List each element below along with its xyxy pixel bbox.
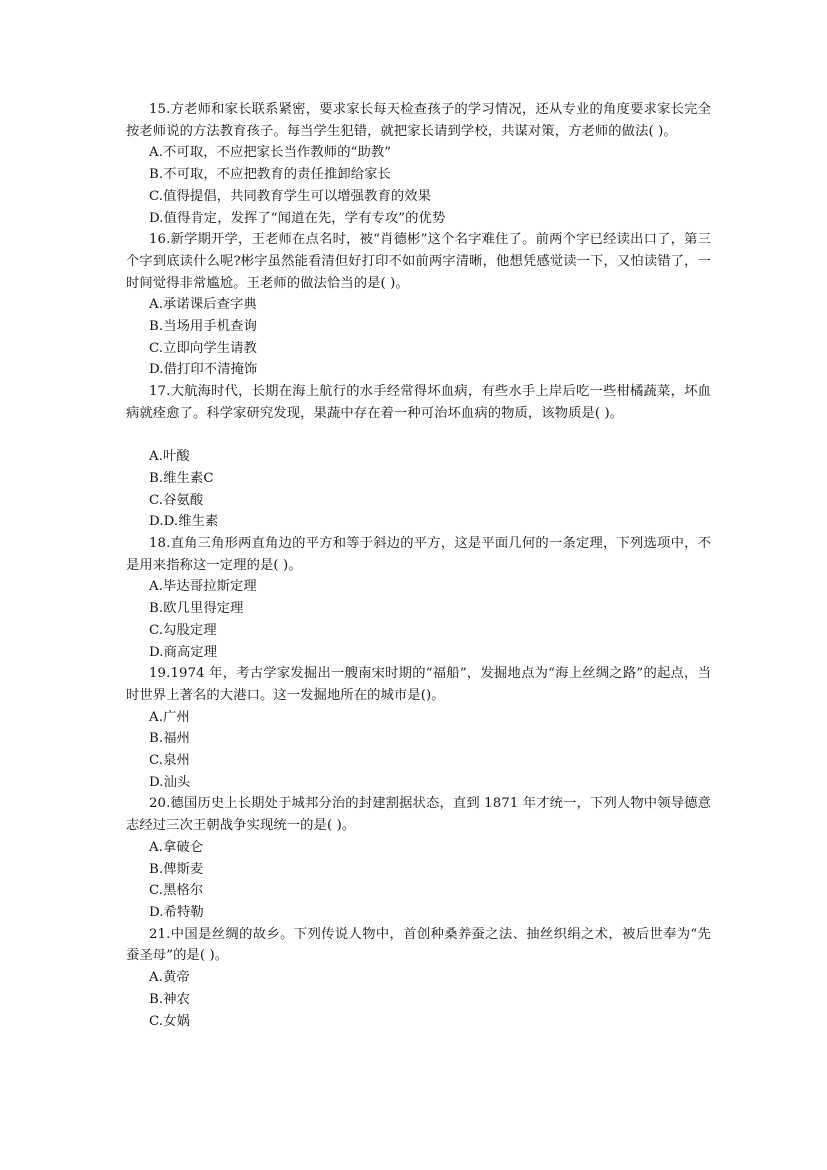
exam-content bbox=[126, 99, 711, 1032]
question-18-option-b: B.欧几里得定理 bbox=[149, 601, 244, 617]
question-15-stem: 15.方老师和家长联系紧密，要求家长每天检查孩子的学习情况，还从专业的角度要求家长完全按老师说的方法教育孩子。每当学生犯错，就把家长请到学校，共谋对策，方老师的做法( )。 bbox=[126, 102, 711, 139]
question-15-option-c: C.值得提倡，共同教育学生可以增强教育的效果 bbox=[149, 188, 432, 204]
question-18-stem: 18.直角三角形两直角边的平方和等于斜边的平方，这是平面几何的一条定理，下列选项中，不是用来指称这一定理的是( )。 bbox=[126, 536, 711, 573]
question-18-option-a: A.毕达哥拉斯定理 bbox=[149, 579, 257, 595]
question-21-option-c: C.女娲 bbox=[149, 1013, 190, 1029]
question-19-option-b: B.福州 bbox=[149, 731, 190, 747]
question-16-stem: 16.新学期开学，王老师在点名时，被“肖德彬”这个名字难住了。前两个字已经读出口了，第三个字到底读什么呢?彬字虽然能看清但好打印不如前两字清晰，他想凭感觉读一下，又怕读错了，一时间觉得非常尴尬。王老师的做法恰当的是( )。 bbox=[126, 232, 711, 291]
question-17-option-c: C.谷氨酸 bbox=[149, 492, 204, 508]
question-20-option-d: D.希特勒 bbox=[149, 905, 204, 920]
question-16-option-b: B.当场用手机查询 bbox=[149, 319, 257, 335]
question-17-option-d: D.D.维生素 bbox=[149, 514, 219, 530]
question-15-option-b: B.不可取，不应把教育的责任推卸给家长 bbox=[149, 167, 391, 183]
question-19-option-d: D.汕头 bbox=[149, 774, 191, 790]
question-18-option-d: D.商高定理 bbox=[149, 644, 218, 660]
question-18-option-c: C.勾股定理 bbox=[149, 622, 217, 638]
question-20-stem: 20.德国历史上长期处于城邦分治的封建割据状态，直到 1871 年才统一，下列人物中领导德意志经过三次王朝战争实现统一的是( )。 bbox=[126, 796, 711, 834]
question-20-option-b: B.俾斯麦 bbox=[149, 861, 204, 877]
blank-line bbox=[126, 425, 711, 447]
question-19-option-c: C.泉州 bbox=[149, 753, 190, 769]
question-21-option-b: B.神农 bbox=[149, 991, 190, 1007]
question-15-option-a: A.不可取，不应把家长当作教师的“助教” bbox=[149, 145, 392, 161]
question-17-stem: 17.大航海时代，长期在海上航行的水手经常得坏血病，有些水手上岸后吃一些柑橘蔬菜，坏血病就痊愈了。科学家研究发现，果蔬中存在着一种可治坏血病的物质，该物质是( )。 bbox=[126, 384, 711, 421]
question-20-option-c: C.黑格尔 bbox=[149, 883, 204, 899]
question-21-option-a: A.黄帝 bbox=[149, 970, 190, 986]
question-16-option-c: C.立即向学生请教 bbox=[149, 340, 257, 356]
question-19-stem: 19.1974 年，考古学家发掘出一艘南宋时期的“福船”，发掘地点为“海上丝绸之路”的起点，当时世界上著名的大港口。这一发掘地所在的城市是()。 bbox=[126, 666, 711, 703]
question-17-option-b: B.维生素C bbox=[149, 470, 214, 486]
question-21-stem: 21.中国是丝绸的故乡。下列传说人物中，首创种桑养蚕之法、抽丝织绢之术，被后世奉为“先蚕圣母”的是( )。 bbox=[126, 926, 711, 964]
question-16-option-a: A.承诺课后查字典 bbox=[149, 297, 257, 313]
question-17-option-a: A.叶酸 bbox=[149, 449, 190, 465]
question-19-option-a: A.广州 bbox=[149, 709, 190, 725]
question-16-option-d: D.借打印不清掩饰 bbox=[149, 362, 258, 378]
question-20-option-a: A.拿破仑 bbox=[149, 839, 204, 855]
question-15-option-d: D.值得肯定，发挥了“闻道在先，学有专攻”的优势 bbox=[149, 210, 446, 226]
